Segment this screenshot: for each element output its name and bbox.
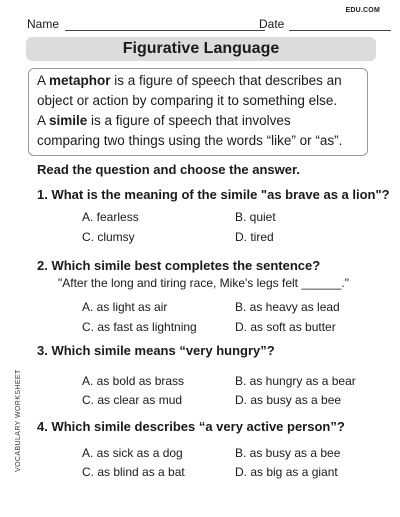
q4-option-c[interactable]: C. as blind as a bat xyxy=(82,465,185,479)
question-4: 4. Which simile describes “a very active person”? xyxy=(37,419,345,434)
question-3: 3. Which simile means “very hungry”? xyxy=(37,343,275,358)
name-label: Name xyxy=(27,17,60,31)
term-simile: simile xyxy=(49,113,88,128)
q3-option-d[interactable]: D. as busy as a bee xyxy=(235,393,342,407)
definition-line-2: object or action by comparing it to something else. xyxy=(37,93,338,108)
q1-option-c[interactable]: C. clumsy xyxy=(82,230,135,244)
date-label: Date xyxy=(259,17,285,31)
q2-sentence: "After the long and tiring race, Mike's legs felt ______." xyxy=(58,276,349,290)
q3-option-a[interactable]: A. as bold as brass xyxy=(82,374,185,388)
definition-line-1: A metaphor is a figure of speech that describes an xyxy=(37,73,342,88)
definition-line-4: comparing two things using the words “like” or “as”. xyxy=(37,133,343,148)
worksheet-header xyxy=(27,7,380,34)
instruction: Read the question and choose the answer. xyxy=(37,162,300,177)
q4-option-b[interactable]: B. as busy as a bee xyxy=(235,446,341,460)
definition-line-3: A simile is a figure of speech that involves xyxy=(37,113,291,128)
q4-option-d[interactable]: D. as big as a giant xyxy=(235,465,338,479)
date-line xyxy=(289,30,391,31)
q1-option-a[interactable]: A. fearless xyxy=(82,210,139,224)
term-metaphor: metaphor xyxy=(49,73,111,88)
q2-option-b[interactable]: B. as heavy as lead xyxy=(235,300,340,314)
q2-option-d[interactable]: D. as soft as butter xyxy=(235,320,336,334)
q2-option-a[interactable]: A. as light as air xyxy=(82,300,168,314)
q1-option-b[interactable]: B. quiet xyxy=(235,210,276,224)
q3-option-b[interactable]: B. as hungry as a bear xyxy=(235,374,356,388)
q1-option-d[interactable]: D. tired xyxy=(235,230,274,244)
q3-option-c[interactable]: C. as clear as mud xyxy=(82,393,183,407)
question-2: 2. Which simile best completes the sentence? xyxy=(37,258,321,273)
definition-box xyxy=(28,68,368,156)
brand-logo: EDU.COM xyxy=(345,7,380,14)
q2-option-c[interactable]: C. as fast as lightning xyxy=(82,320,197,334)
worksheet-title: Figurative Language xyxy=(26,37,376,61)
q4-option-a[interactable]: A. as sick as a dog xyxy=(82,446,183,460)
side-label: VOCABULARY WORKSHEET xyxy=(15,369,22,472)
question-1: 1. What is the meaning of the simile "as brave as a lion"? xyxy=(37,187,390,202)
name-line xyxy=(65,30,265,31)
